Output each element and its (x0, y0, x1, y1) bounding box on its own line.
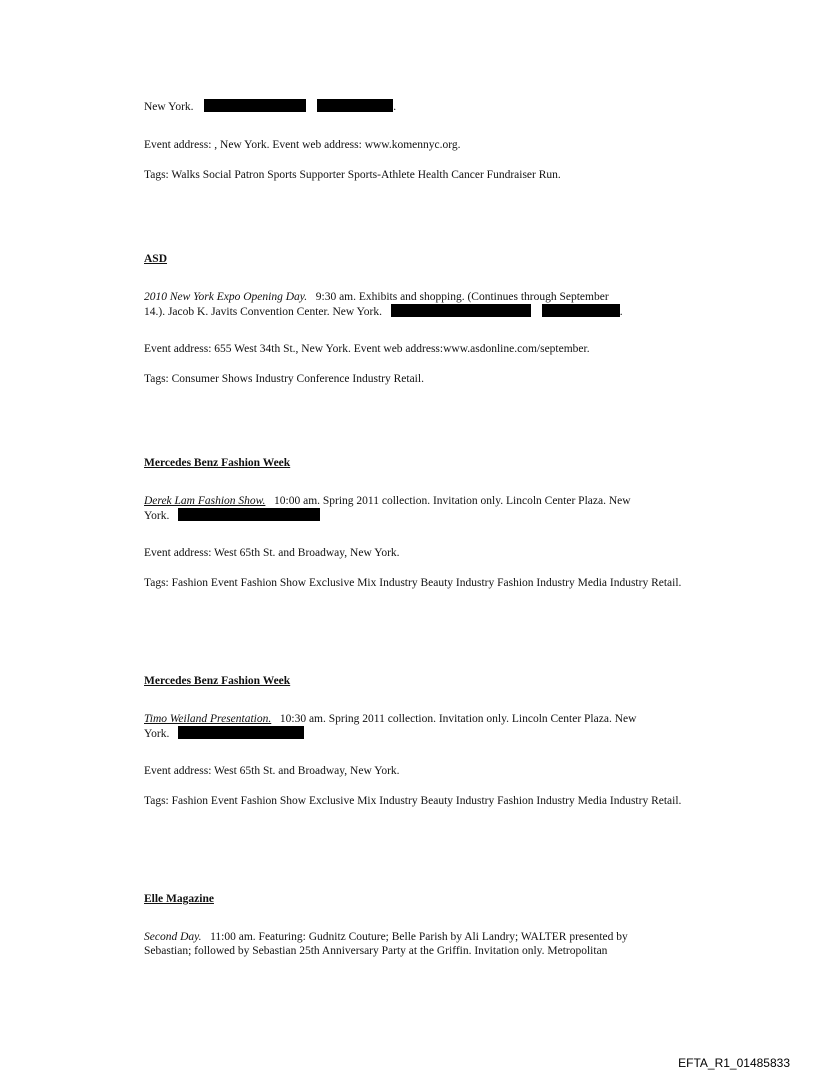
entry-title: Timo Weiland Presentation. (144, 713, 272, 725)
entry-description-line (144, 930, 704, 944)
entry-description: York. (144, 510, 170, 522)
entry-description-line (144, 944, 704, 958)
redaction-bar (204, 99, 306, 112)
entry-description: York. (144, 728, 170, 740)
entry-title: Second Day. (144, 931, 202, 943)
entry-description: 14.). Jacob K. Javits Convention Center. New York. (144, 306, 382, 318)
redaction-bar (178, 726, 304, 739)
entry-address: Event address: West 65th St. and Broadway, New York. (144, 547, 400, 559)
entry-description-line (144, 290, 704, 304)
entry-tags: Tags: Consumer Shows Industry Conference Industry Retail. (144, 373, 424, 385)
entry-description-line (144, 494, 704, 508)
top-entry-tags: Tags: Walks Social Patron Sports Supporter Sports-Athlete Health Cancer Fundraiser Run. (144, 169, 561, 181)
entry-heading: ASD (144, 253, 168, 265)
entry-heading: Elle Magazine (144, 893, 214, 905)
redaction-bar (391, 304, 531, 317)
entry-address: Event address: 655 West 34th St., New York. Event web address:www.asdonline.com/september. (144, 343, 590, 355)
top-entry-trailing-period: . (393, 101, 397, 113)
entry-address: Event address: West 65th St. and Broadway, New York. (144, 765, 400, 777)
document-id: EFTA_R1_01485833 (678, 1056, 790, 1070)
entry-tags: Tags: Fashion Event Fashion Show Exclusive Mix Industry Beauty Industry Fashion Industry Media Industry Retail. (144, 577, 682, 589)
entry-description: 10:00 am. Spring 2011 collection. Invitation only. Lincoln Center Plaza. New (274, 495, 631, 507)
top-entry-location-line (144, 99, 704, 114)
entry-heading: Mercedes Benz Fashion Week (144, 457, 291, 469)
entry-trailing-period: . (619, 306, 623, 318)
entry-description-line (144, 304, 704, 319)
entry-description: 11:00 am. Featuring: Gudnitz Couture; Belle Parish by Ali Landry; WALTER presented by (210, 931, 628, 943)
entry-description: 10:30 am. Spring 2011 collection. Invitation only. Lincoln Center Plaza. New (279, 713, 637, 725)
entry-description: Sebastian; followed by Sebastian 25th Anniversary Party at the Griffin. Invitation only. Metropolitan (144, 945, 608, 957)
entry-description-line (144, 508, 704, 523)
entry-title: Derek Lam Fashion Show. (144, 495, 266, 507)
entry-description-line (144, 712, 704, 726)
top-entry-location: New York. (144, 101, 194, 113)
entry-tags: Tags: Fashion Event Fashion Show Exclusive Mix Industry Beauty Industry Fashion Industry Media Industry Retail. (144, 795, 682, 807)
redaction-bar (317, 99, 393, 112)
entry-title: 2010 New York Expo Opening Day. (144, 291, 308, 303)
redaction-bar (542, 304, 620, 317)
entry-description: 9:30 am. Exhibits and shopping. (Continues through September (315, 291, 609, 303)
entry-description-line (144, 726, 704, 741)
entry-heading: Mercedes Benz Fashion Week (144, 675, 291, 687)
top-entry-address: Event address: , New York. Event web address: www.komennyc.org. (144, 139, 461, 151)
redaction-bar (178, 508, 320, 521)
